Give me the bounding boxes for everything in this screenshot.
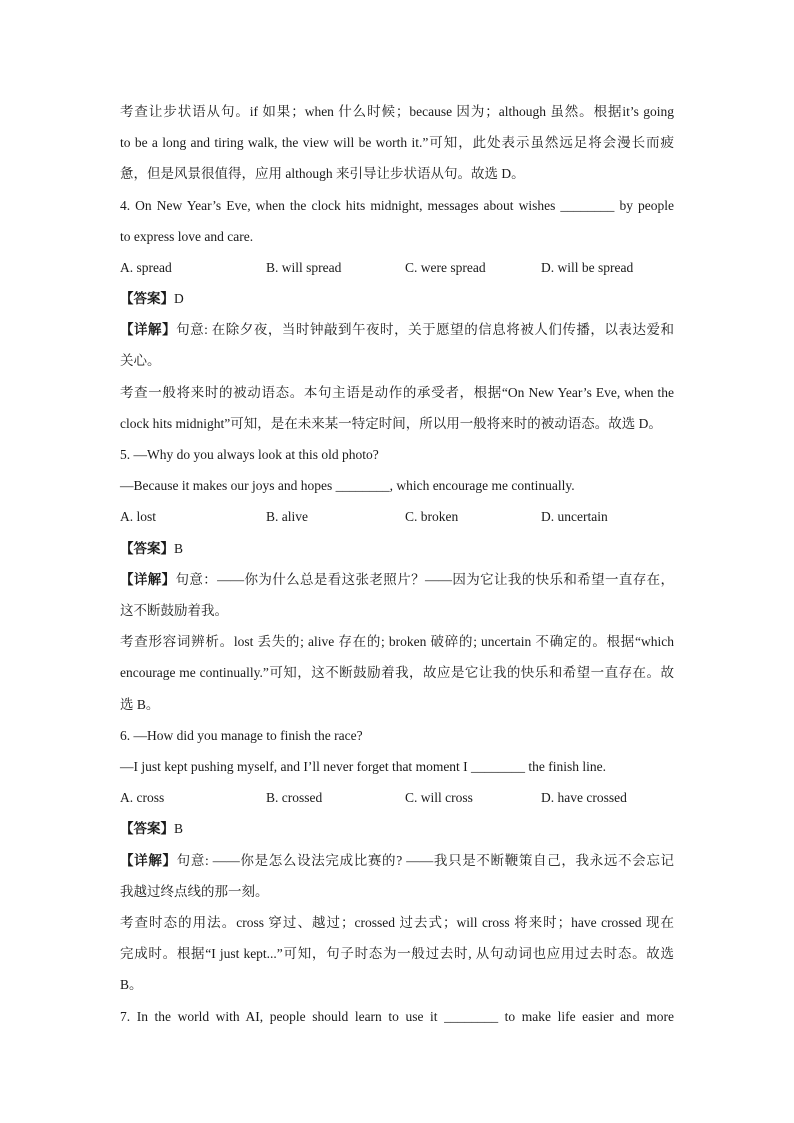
- explanation-tag: 【详解】: [120, 853, 177, 868]
- question-4-stem: 4. On New Year’s Eve, when the clock hits midnight, messages about wishes ________ by people: [120, 198, 674, 213]
- question-5-option-a: A. lost: [120, 509, 157, 524]
- question-6-stem: 6. —How did you manage to finish the race?: [120, 728, 363, 743]
- text-line: 惫，但是风景很值得，应用 although 来引导让步状语从句。故选 D。: [120, 166, 525, 181]
- question-5-option-d: D. uncertain: [541, 509, 608, 524]
- answer-tag: 【答案】: [120, 291, 174, 306]
- explanation-text: 句意: 在除夕夜，当时钟敲到午夜时，关于愿望的信息将被人们传播，以表达爱和: [176, 322, 675, 337]
- question-4-option-d: D. will be spread: [541, 260, 634, 275]
- text-line: encourage me continually.”可知，这不断鼓励着我，故应是它让我的快乐和希望一直存在。故: [120, 665, 674, 680]
- text-line: B。: [120, 977, 143, 992]
- question-4-stem-cont: to express love and care.: [120, 229, 254, 244]
- text-line: 考查形容词辨析。lost 丢失的; alive 存在的; broken 破碎的; uncertain 不确定的。根据“which: [120, 634, 674, 649]
- question-5-option-c: C. broken: [405, 509, 459, 524]
- answer-value: B: [174, 541, 184, 556]
- answer-line: [120, 820, 183, 838]
- explanation-tag: 【详解】: [120, 572, 176, 587]
- question-6-stem-cont: —I just kept pushing myself, and I’ll never forget that moment I ________ the finish line.: [120, 759, 607, 774]
- question-4-option-c: C. were spread: [405, 260, 486, 275]
- text-line: 我越过终点线的那一刻。: [120, 884, 269, 899]
- text-line: 完成时。根据“I just kept...”可知，句子时态为一般过去时, 从句动词也应用过去时态。故选: [120, 946, 674, 961]
- text-line: 这不断鼓励着我。: [120, 603, 228, 618]
- answer-line: [120, 540, 183, 558]
- question-7-stem: 7. In the world with AI, people should learn to use it ________ to make life easier and more: [120, 1009, 674, 1024]
- question-4-option-a: A. spread: [120, 260, 172, 275]
- explanation-line: [120, 852, 674, 870]
- text-line: clock hits midnight”可知，是在未来某一特定时间，所以用一般将来时的被动语态。故选 D。: [120, 416, 662, 431]
- question-6-option-c: C. will cross: [405, 790, 473, 805]
- explanation-tag: 【详解】: [120, 322, 177, 337]
- text-line: 考查一般将来时的被动语态。本句主语是动作的承受者，根据“On New Year’s Eve, when the: [120, 385, 674, 400]
- explanation-text: 句意: ——你是怎么设法完成比赛的? ——我只是不断鞭策自己，我永远不会忘记: [176, 853, 674, 868]
- answer-tag: 【答案】: [120, 821, 174, 836]
- explanation-line: [120, 321, 674, 339]
- answer-value: B: [174, 821, 184, 836]
- text-line: 考查让步状语从句。if 如果；when 什么时候；because 因为；although 虽然。根据it’s going: [120, 104, 674, 119]
- question-5-stem: 5. —Why do you always look at this old photo?: [120, 447, 379, 462]
- text-line: to be a long and tiring walk, the view will be worth it.”可知，此处表示虽然远足将会漫长而疲: [120, 135, 674, 150]
- explanation-text: 句意：——你为什么总是看这张老照片？——因为它让我的快乐和希望一直存在，: [175, 572, 675, 587]
- question-4-option-b: B. will spread: [266, 260, 342, 275]
- text-line: 考查时态的用法。cross 穿过、越过；crossed 过去式；will cross 将来时；have crossed 现在: [120, 915, 674, 930]
- answer-line: [120, 290, 184, 308]
- question-5-option-b: B. alive: [266, 509, 308, 524]
- text-line: 关心。: [120, 353, 161, 368]
- question-6-option-b: B. crossed: [266, 790, 323, 805]
- explanation-line: [120, 571, 674, 589]
- answer-value: D: [174, 291, 184, 306]
- question-6-option-a: A. cross: [120, 790, 165, 805]
- question-5-stem-cont: —Because it makes our joys and hopes ________, which encourage me continually.: [120, 478, 575, 493]
- answer-tag: 【答案】: [120, 541, 174, 556]
- text-line: 选 B。: [120, 697, 160, 712]
- question-6-option-d: D. have crossed: [541, 790, 627, 805]
